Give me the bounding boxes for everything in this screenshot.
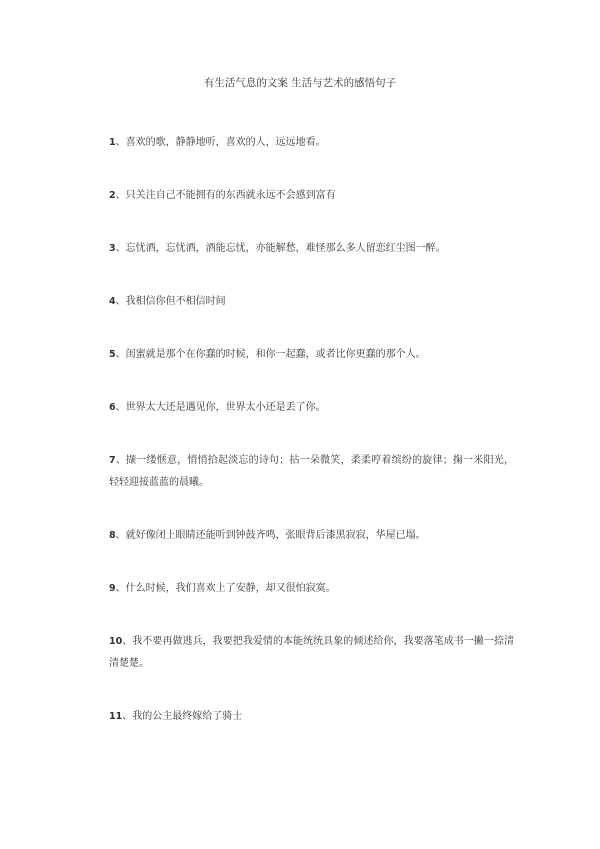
item-text: 、撷一缕惬意，悄悄拾起淡忘的诗句；拈一朵微笑，柔柔哼着缤纷的旋律；掬一米阳光，轻轻迎接蓝蓝的晨曦。 [109, 455, 514, 488]
item-number: 3 [109, 243, 116, 254]
item-text: 、就好像闭上眼睛还能听到钟鼓齐鸣，张眼背后漆黑寂寂，华屋已塌。 [115, 530, 426, 541]
sentence-list [96, 132, 514, 759]
item-number: 7 [109, 455, 116, 466]
list-item [96, 706, 514, 728]
item-text: 、我的公主最终嫁给了骑士 [122, 711, 243, 722]
item-text: 、喜欢的歌，静静地听，喜欢的人，远远地看。 [115, 137, 326, 148]
item-number: 10 [109, 636, 123, 647]
item-number: 2 [109, 190, 116, 201]
item-text: 、闺蜜就是那个在你蠢的时候，和你一起蠢，或者比你更蠢的那个人。 [115, 349, 426, 360]
item-text: 、我不要再做逃兵，我要把我爱情的本能统统具象的倾述给你，我要落笔成书一撇一捺清清楚楚。 [109, 636, 514, 669]
item-number: 6 [109, 402, 116, 413]
item-text: 、只关注自己不能拥有的东西就永远不会感到富有 [115, 190, 336, 201]
item-number: 11 [109, 711, 123, 722]
list-item [96, 578, 514, 600]
item-text: 、我相信你但不相信时间 [115, 296, 226, 307]
list-item [96, 291, 514, 313]
list-item [96, 450, 514, 494]
item-number: 9 [109, 583, 116, 594]
list-item [96, 132, 514, 154]
item-number: 1 [109, 137, 116, 148]
list-item [96, 238, 514, 260]
item-text: 、世界太大还是遇见你，世界太小还是丢了你。 [115, 402, 326, 413]
list-item [96, 525, 514, 547]
list-item [96, 185, 514, 207]
list-item [96, 397, 514, 419]
list-item [96, 631, 514, 675]
item-number: 5 [109, 349, 116, 360]
item-number: 8 [109, 530, 116, 541]
list-item [96, 344, 514, 366]
item-text: 、什么时候，我们喜欢上了安静，却又很怕寂寞。 [115, 583, 336, 594]
item-text: 、忘忧酒，忘忧酒，酒能忘忧，亦能解愁，难怪那么多人留恋红尘图一醉。 [115, 243, 446, 254]
page-title: 有生活气息的文案 生活与艺术的感悟句子 [203, 77, 397, 89]
item-number: 4 [109, 296, 116, 307]
